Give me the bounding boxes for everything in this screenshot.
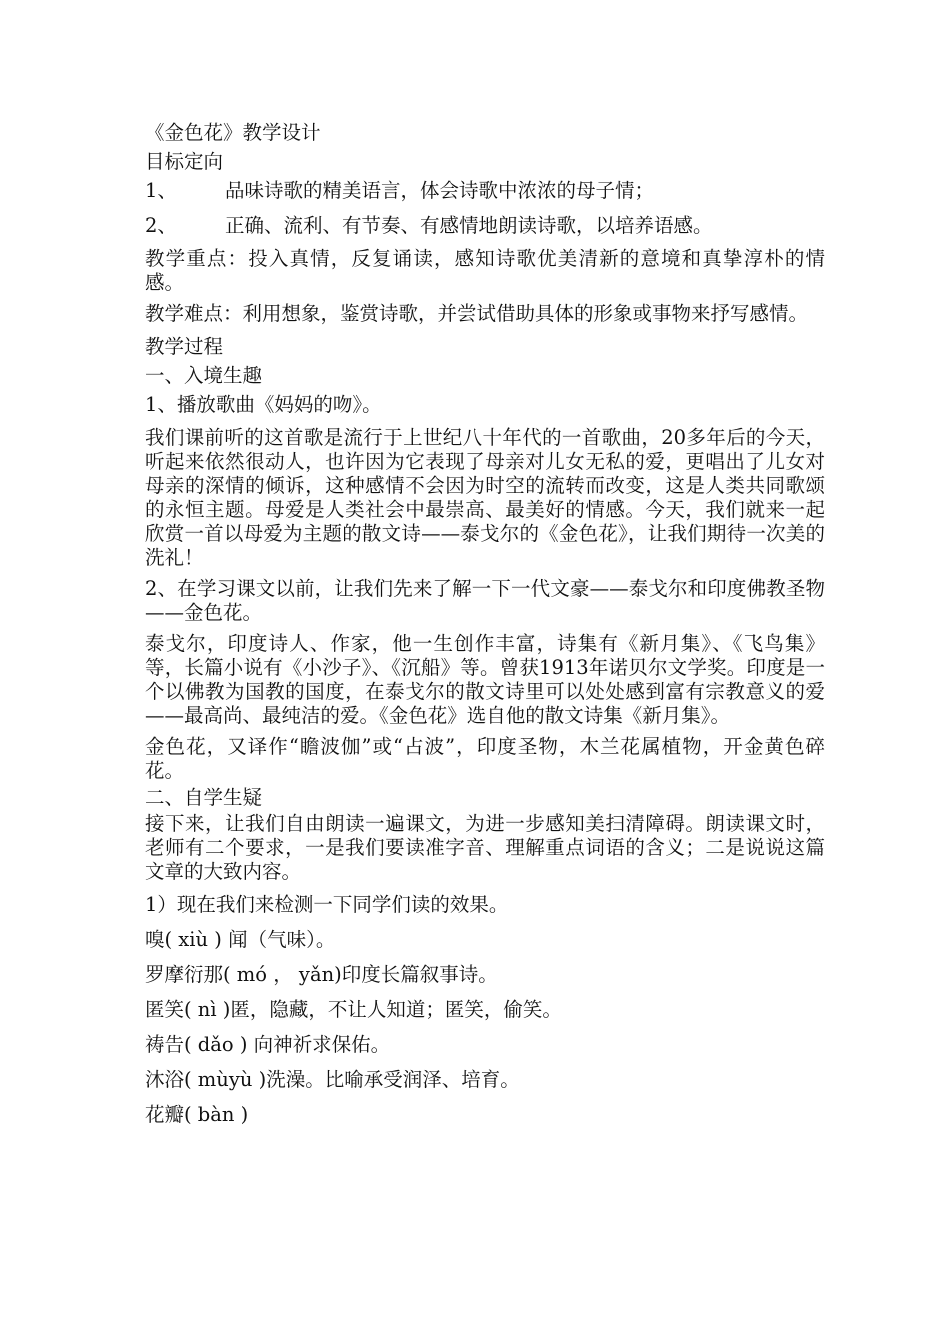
vocab-item: 沐浴( mùyù )洗澡。比喻承受润泽、培育。 (145, 1068, 520, 1091)
key-point-paragraph: 教学重点：投入真情，反复诵读，感知诗歌优美清新的意境和真挚淳朴的情感。 (145, 247, 825, 294)
vocab-item: 花瓣( bàn ) (145, 1103, 249, 1126)
section-heading: 二、自学生疑 (145, 786, 263, 809)
goal-number: 2、 (145, 214, 177, 237)
vocab-item: 罗摩衍那( mó ， yǎn)印度长篇叙事诗。 (145, 963, 498, 986)
tagore-paragraph: 泰戈尔，印度诗人、作家，他一生创作丰富，诗集有《新月集》、《飞鸟集》等，长篇小说有《小沙子》、《沉船》等。曾获1913年诺贝尔文学奖。印度是一个以佛教为国教的国度，在泰戈尔的散文诗里可以处处感到富有宗教意义的爱——最高尚、最纯洁的爱。《金色花》选自他的散文诗集《新月集》。 (145, 632, 825, 727)
goal-text: 品味诗歌的精美语言，体会诗歌中浓浓的母子情； (225, 179, 655, 202)
vocab-item: 祷告( dǎo ) 向神祈求保佑。 (145, 1033, 391, 1056)
process-heading: 教学过程 (145, 335, 224, 358)
goal-item (145, 176, 825, 205)
document-page (145, 118, 825, 1129)
vocab-item: 嗅( xiù ) 闻（气味）。 (145, 928, 336, 951)
golden-flower-paragraph: 金色花，又译作“瞻波伽”或“占波”，印度圣物，木兰花属植物，开金黄色碎花。 (145, 735, 825, 782)
step-paragraph: 2、在学习课文以前，让我们先来了解一下一代文豪——泰戈尔和印度佛教圣物——金色花。 (145, 577, 825, 624)
section-heading: 一、入境生趣 (145, 364, 263, 387)
goal-item (145, 211, 825, 240)
difficulty-paragraph: 教学难点：利用想象，鉴赏诗歌，并尝试借助具体的形象或事物来抒写感情。 (145, 302, 809, 325)
step-line: 1、播放歌曲《妈妈的吻》。 (145, 393, 382, 416)
intro-paragraph: 我们课前听的这首歌是流行于上世纪八十年代的一首歌曲，20多年后的今天，听起来依然很动人，也许因为它表现了母亲对儿女无私的爱，更唱出了儿女对母亲的深情的倾诉，这种感情不会因为时空的流转而改变，这是人类共同歌颂的永恒主题。母爱是人类社会中最崇高、最美好的情感。今天，我们就来一起欣赏一首以母爱为主题的散文诗——泰戈尔的《金色花》，让我们期待一次美的洗礼！ (145, 426, 825, 569)
check-intro: 1）现在我们来检测一下同学们读的效果。 (145, 893, 509, 916)
vocab-item: 匿笑( nì )匿，隐藏，不让人知道；匿笑，偷笑。 (145, 998, 562, 1021)
reading-paragraph: 接下来，让我们自由朗读一遍课文，为进一步感知美扫清障碍。朗读课文时，老师有二个要求，一是我们要读准字音、理解重点词语的含义；二是说说这篇文章的大致内容。 (145, 812, 825, 883)
goal-heading: 目标定向 (145, 150, 224, 173)
goal-text: 正确、流利、有节奏、有感情地朗读诗歌，以培养语感。 (225, 214, 713, 237)
document-title: 《金色花》教学设计 (145, 121, 321, 144)
goal-number: 1、 (145, 179, 177, 202)
